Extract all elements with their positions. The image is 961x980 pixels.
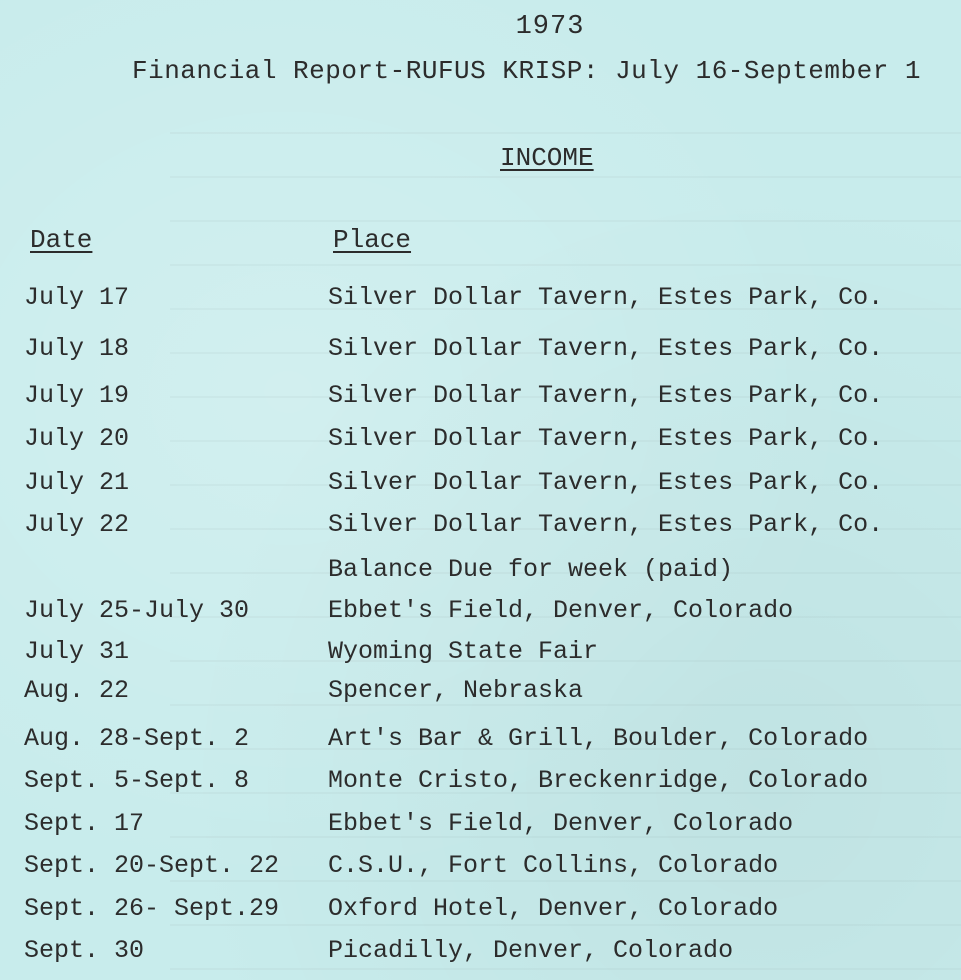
row-place: Oxford Hotel, Denver, Colorado bbox=[328, 894, 779, 923]
row-date: Aug. 22 bbox=[24, 676, 130, 705]
row-date: Sept. 20-Sept. 22 bbox=[24, 851, 280, 880]
table-row bbox=[0, 809, 961, 845]
row-date: July 25-July 30 bbox=[24, 596, 250, 625]
row-date: July 22 bbox=[24, 510, 130, 539]
row-date: Sept. 5-Sept. 8 bbox=[24, 766, 250, 795]
table-row bbox=[0, 381, 961, 417]
row-date: July 17 bbox=[24, 283, 130, 312]
table-row bbox=[0, 894, 961, 930]
table-row bbox=[0, 766, 961, 802]
row-place: Picadilly, Denver, Colorado bbox=[328, 936, 734, 965]
row-place: Wyoming State Fair bbox=[328, 637, 599, 666]
table-row bbox=[0, 283, 961, 319]
row-date: July 31 bbox=[24, 637, 130, 666]
date-column-header: Date bbox=[30, 225, 93, 255]
table-row bbox=[0, 596, 961, 632]
table-row bbox=[0, 468, 961, 504]
table-row bbox=[0, 851, 961, 887]
table-row bbox=[0, 676, 961, 712]
row-place: Balance Due for week (paid) bbox=[328, 555, 734, 584]
row-date: Aug. 28-Sept. 2 bbox=[24, 724, 250, 753]
row-date: July 18 bbox=[24, 334, 130, 363]
place-column-header: Place bbox=[333, 225, 412, 255]
row-place: Art's Bar & Grill, Boulder, Colorado bbox=[328, 724, 869, 753]
table-row bbox=[0, 334, 961, 370]
row-date: July 20 bbox=[24, 424, 130, 453]
row-place: Silver Dollar Tavern, Estes Park, Co. bbox=[328, 381, 884, 410]
row-place: Silver Dollar Tavern, Estes Park, Co. bbox=[328, 283, 884, 312]
row-date: July 21 bbox=[24, 468, 130, 497]
row-place: Spencer, Nebraska bbox=[328, 676, 584, 705]
row-place: Silver Dollar Tavern, Estes Park, Co. bbox=[328, 334, 884, 363]
table-row bbox=[0, 637, 961, 673]
row-place: Monte Cristo, Breckenridge, Colorado bbox=[328, 766, 869, 795]
table-row bbox=[0, 510, 961, 546]
row-place: Silver Dollar Tavern, Estes Park, Co. bbox=[328, 510, 884, 539]
row-place: Silver Dollar Tavern, Estes Park, Co. bbox=[328, 424, 884, 453]
row-place: Ebbet's Field, Denver, Colorado bbox=[328, 809, 794, 838]
row-place: Ebbet's Field, Denver, Colorado bbox=[328, 596, 794, 625]
row-date: Sept. 26- Sept.29 bbox=[24, 894, 280, 923]
row-date: Sept. 30 bbox=[24, 936, 145, 965]
report-year: 1973 bbox=[515, 12, 585, 42]
row-date: Sept. 17 bbox=[24, 809, 145, 838]
row-place: C.S.U., Fort Collins, Colorado bbox=[328, 851, 779, 880]
row-place: Silver Dollar Tavern, Estes Park, Co. bbox=[328, 468, 884, 497]
table-row bbox=[0, 555, 961, 591]
income-heading: INCOME bbox=[500, 143, 594, 173]
table-row bbox=[0, 424, 961, 460]
table-row bbox=[0, 724, 961, 760]
row-date: July 19 bbox=[24, 381, 130, 410]
report-title: Financial Report-RUFUS KRISP: July 16-September 1 bbox=[132, 56, 922, 86]
table-row bbox=[0, 936, 961, 972]
